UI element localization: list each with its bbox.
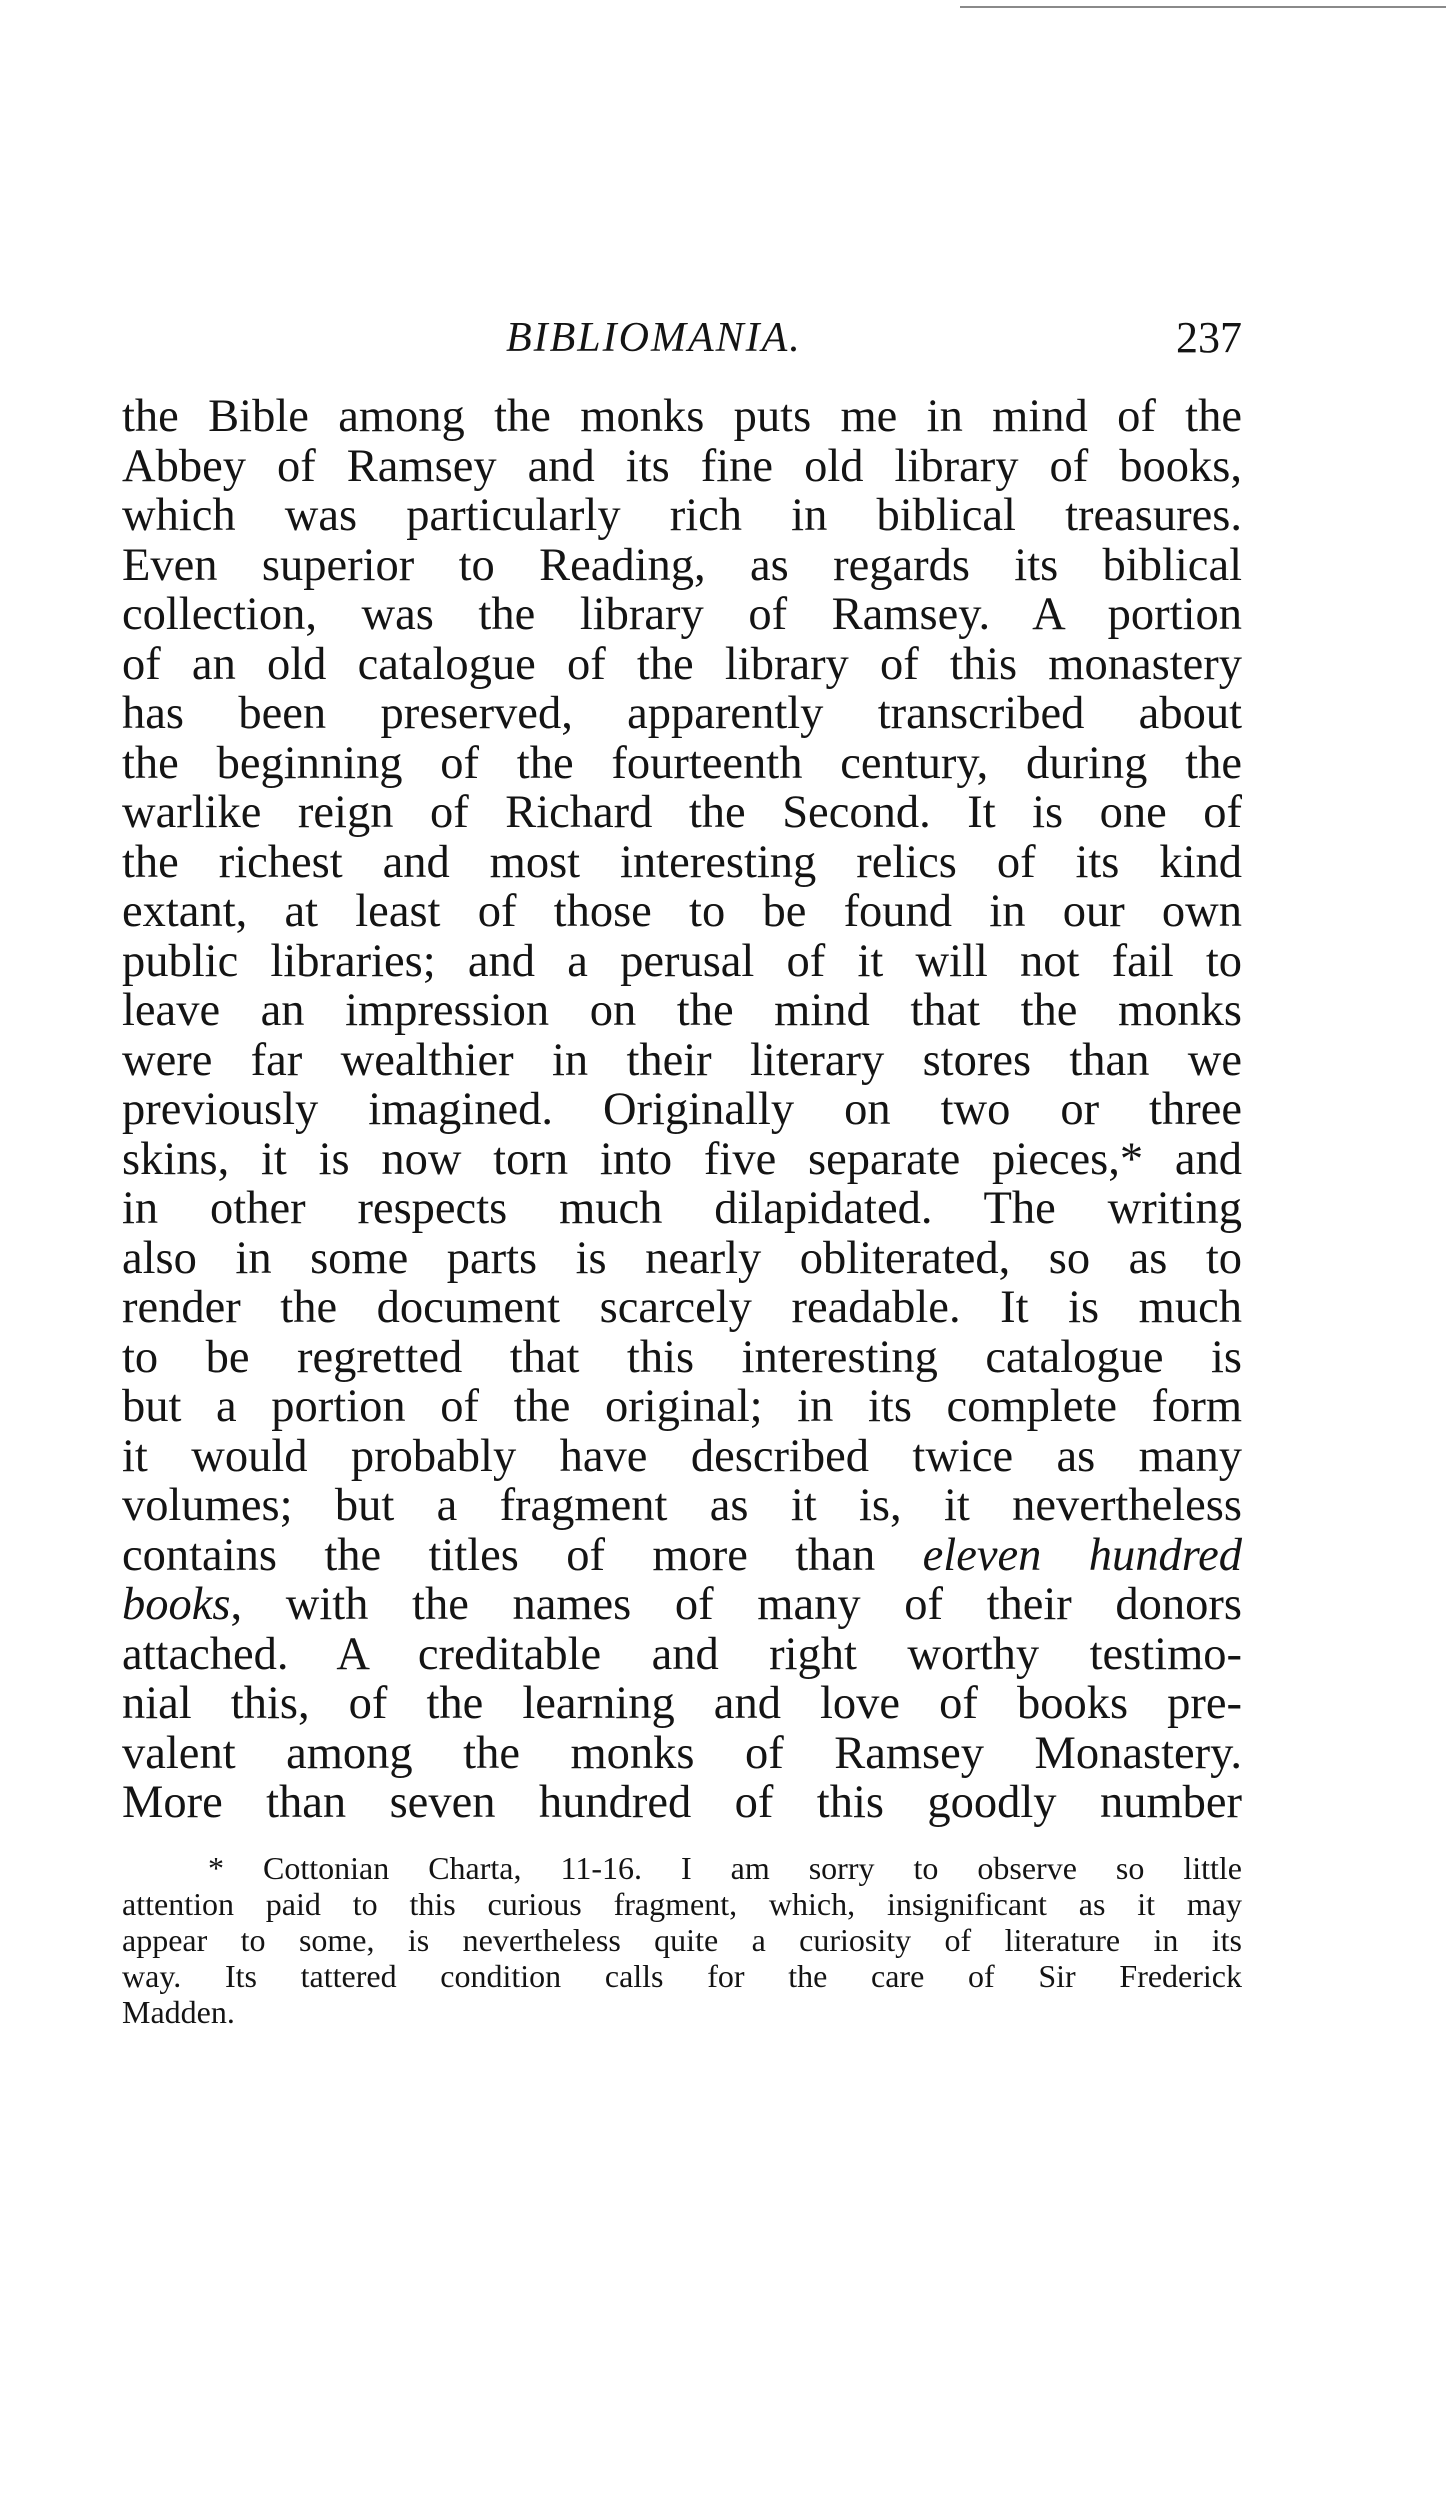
- text-line: in other respects much dilapidated. The writing: [122, 1183, 1242, 1234]
- text-line: the Bible among the monks puts me in mind of the: [122, 391, 1242, 442]
- text-line: Even superior to Reading, as regards its biblical: [122, 539, 1242, 591]
- text-line: collection, was the library of Ramsey. A portion: [122, 589, 1242, 640]
- text-line: which was particularly rich in biblical treasures.: [122, 490, 1242, 541]
- text-line: volumes; but a fragment as it is, it nevertheless: [122, 1480, 1242, 1531]
- italic-phrase: eleven hundred: [922, 1529, 1242, 1581]
- footnote-line: * Cottonian Charta, 11-16. I am sorry to observe so little: [208, 1850, 1242, 1886]
- running-head: [122, 308, 1242, 368]
- text-line: the richest and most interesting relics of its kind: [122, 836, 1242, 888]
- italic-phrase: books: [122, 1579, 231, 1630]
- text-line: but a portion of the original; in its complete form: [122, 1381, 1242, 1432]
- text-line: has been preserved, apparently transcribed about: [122, 688, 1242, 739]
- text-line: leave an impression on the mind that the monks: [122, 985, 1242, 1036]
- text-segment: contains the titles of more than: [122, 1529, 923, 1581]
- footnote: [122, 1850, 1242, 2030]
- text-line: skins, it is now torn into five separate pieces,* and: [122, 1133, 1242, 1185]
- running-title: BIBLIOMANIA.: [506, 315, 802, 361]
- text-segment: , with the names of many of their donors: [230, 1579, 1242, 1630]
- text-line: it would probably have described twice as many: [122, 1430, 1242, 1482]
- text-line: to be regretted that this interesting catalogue is: [122, 1331, 1242, 1383]
- page-edge-rule: [960, 6, 1446, 8]
- footnote-line: way. Its tattered condition calls for the care of Sir Frederick: [122, 1958, 1242, 1994]
- text-line: render the document scarcely readable. It is much: [122, 1282, 1242, 1333]
- body-text: [122, 392, 1242, 1828]
- text-line: extant, at least of those to be found in our own: [122, 886, 1242, 937]
- text-line: Abbey of Ramsey and its fine old library of books,: [122, 440, 1242, 492]
- text-line: public libraries; and a perusal of it will not fail to: [122, 935, 1242, 987]
- text-line: valent among the monks of Ramsey Monastery.: [122, 1727, 1242, 1779]
- footnote-line: Madden.: [122, 1994, 235, 2030]
- text-line: were far wealthier in their literary stores than we: [122, 1034, 1242, 1086]
- text-line: More than seven hundred of this goodly number: [122, 1777, 1242, 1828]
- footnote-line: appear to some, is nevertheless quite a curiosity of literature in its: [122, 1922, 1242, 1958]
- text-line: nial this, of the learning and love of books pre-: [122, 1678, 1242, 1729]
- text-line: of an old catalogue of the library of this monastery: [122, 638, 1242, 690]
- text-line: warlike reign of Richard the Second. It is one of: [122, 787, 1242, 838]
- text-line: attached. A creditable and right worthy testimo-: [122, 1628, 1242, 1680]
- footnote-line: attention paid to this curious fragment, which, insignificant as it may: [122, 1886, 1242, 1922]
- text-line: [122, 1531, 1242, 1581]
- page-number: 237: [1176, 313, 1242, 362]
- text-line: previously imagined. Originally on two or three: [122, 1084, 1242, 1135]
- text-line: the beginning of the fourteenth century, during the: [122, 737, 1242, 789]
- text-line: also in some parts is nearly obliterated, so as to: [122, 1232, 1242, 1284]
- text-line: [122, 1580, 1242, 1630]
